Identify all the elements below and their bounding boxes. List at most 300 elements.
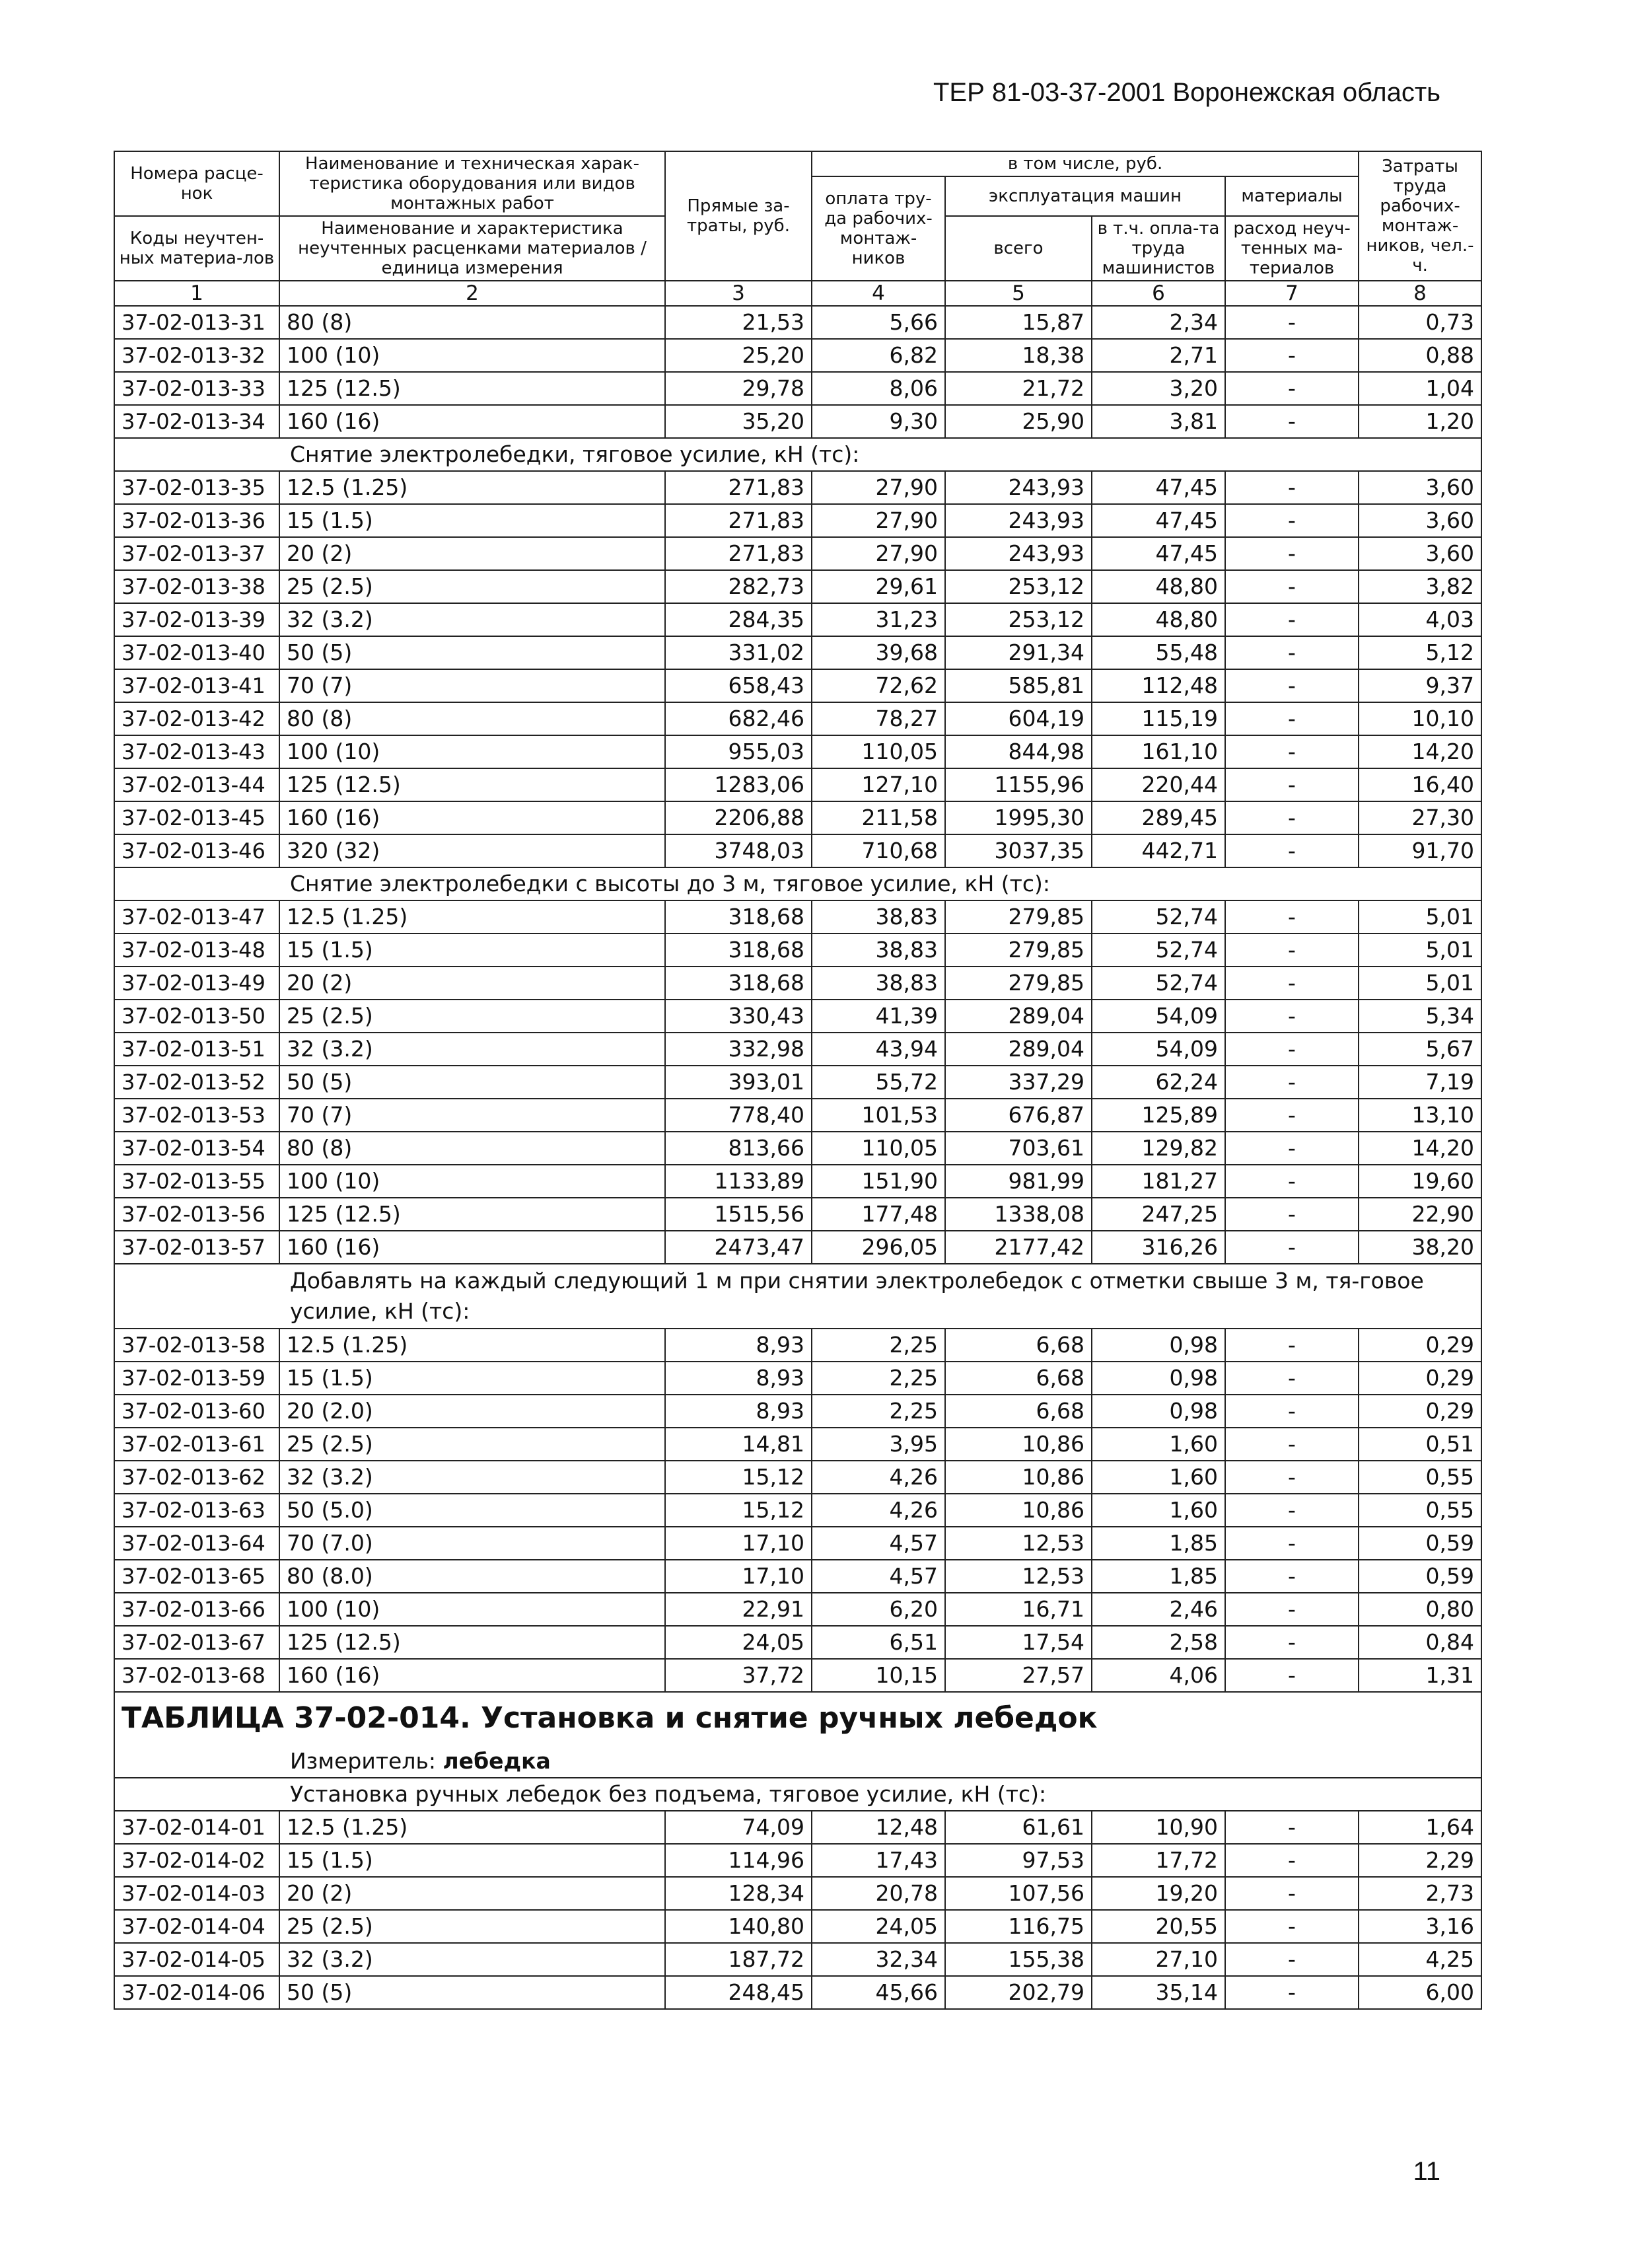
- direct-cost: 282,73: [665, 570, 812, 603]
- table-row: [114, 504, 1481, 537]
- machines-total: 253,12: [945, 570, 1092, 603]
- material-use: -: [1225, 1329, 1359, 1362]
- table-row: [114, 570, 1481, 603]
- rate-code: 37-02-013-55: [114, 1165, 279, 1198]
- wage-cost: 6,20: [812, 1593, 945, 1626]
- work-name: 70 (7): [279, 669, 665, 702]
- header-materials: материалы: [1225, 176, 1359, 216]
- machinist-wage: 0,98: [1092, 1362, 1225, 1395]
- header-direct-costs: Прямые за-траты, руб.: [665, 151, 812, 281]
- table-row: [114, 1000, 1481, 1033]
- work-name: 15 (1.5): [279, 1844, 665, 1877]
- material-use: -: [1225, 768, 1359, 801]
- machinist-wage: 52,74: [1092, 967, 1225, 1000]
- material-use: -: [1225, 636, 1359, 669]
- table-header: [114, 151, 1481, 306]
- document-header: ТЕР 81-03-37-2001 Воронежская область: [933, 78, 1440, 107]
- wage-cost: 20,78: [812, 1877, 945, 1910]
- work-name: 80 (8): [279, 306, 665, 339]
- labor-hours: 5,67: [1359, 1033, 1481, 1066]
- wage-cost: 12,48: [812, 1811, 945, 1844]
- direct-cost: 22,91: [665, 1593, 812, 1626]
- material-use: -: [1225, 1844, 1359, 1877]
- machines-total: 18,38: [945, 339, 1092, 372]
- machinist-wage: 10,90: [1092, 1811, 1225, 1844]
- material-use: -: [1225, 1593, 1359, 1626]
- machines-total: 844,98: [945, 735, 1092, 768]
- material-use: -: [1225, 339, 1359, 372]
- material-use: -: [1225, 1560, 1359, 1593]
- rate-code: 37-02-014-03: [114, 1877, 279, 1910]
- work-name: 12.5 (1.25): [279, 1329, 665, 1362]
- section-title: Снятие электролебедки, тяговое усилие, кН (тс):: [114, 438, 1481, 471]
- work-name: 80 (8): [279, 1132, 665, 1165]
- rate-code: 37-02-013-64: [114, 1527, 279, 1560]
- machines-total: 6,68: [945, 1395, 1092, 1428]
- direct-cost: 2473,47: [665, 1231, 812, 1264]
- work-name: 125 (12.5): [279, 1626, 665, 1659]
- machines-total: 279,85: [945, 900, 1092, 933]
- direct-cost: 14,81: [665, 1428, 812, 1461]
- rate-code: 37-02-014-06: [114, 1976, 279, 2009]
- material-use: -: [1225, 702, 1359, 735]
- work-name: 70 (7): [279, 1099, 665, 1132]
- table-row: [114, 537, 1481, 570]
- labor-hours: 91,70: [1359, 834, 1481, 867]
- wage-cost: 27,90: [812, 504, 945, 537]
- table-caption-text: ТАБЛИЦА 37-02-014. Установка и снятие ручных лебедок: [122, 1701, 1098, 1735]
- machinist-wage: 0,98: [1092, 1329, 1225, 1362]
- wage-cost: 2,25: [812, 1362, 945, 1395]
- wage-cost: 4,57: [812, 1527, 945, 1560]
- rate-code: 37-02-013-32: [114, 339, 279, 372]
- table-row: [114, 603, 1481, 636]
- work-name: 160 (16): [279, 1231, 665, 1264]
- machines-total: 243,93: [945, 504, 1092, 537]
- table-row: [114, 933, 1481, 967]
- labor-hours: 19,60: [1359, 1165, 1481, 1198]
- machinist-wage: 161,10: [1092, 735, 1225, 768]
- direct-cost: 187,72: [665, 1943, 812, 1976]
- wage-cost: 78,27: [812, 702, 945, 735]
- rate-code: 37-02-014-04: [114, 1910, 279, 1943]
- rate-code: 37-02-013-60: [114, 1395, 279, 1428]
- material-use: -: [1225, 570, 1359, 603]
- labor-hours: 9,37: [1359, 669, 1481, 702]
- rate-code: 37-02-013-61: [114, 1428, 279, 1461]
- wage-cost: 4,57: [812, 1560, 945, 1593]
- direct-cost: 332,98: [665, 1033, 812, 1066]
- direct-cost: 15,12: [665, 1461, 812, 1494]
- table-row: [114, 1593, 1481, 1626]
- section-1: [114, 438, 1481, 471]
- labor-hours: 1,20: [1359, 405, 1481, 438]
- machines-total: 253,12: [945, 603, 1092, 636]
- rate-code: 37-02-013-43: [114, 735, 279, 768]
- table-row: [114, 1066, 1481, 1099]
- table-row: [114, 768, 1481, 801]
- work-name: 160 (16): [279, 1659, 665, 1692]
- wage-cost: 38,83: [812, 900, 945, 933]
- work-name: 15 (1.5): [279, 933, 665, 967]
- labor-hours: 14,20: [1359, 735, 1481, 768]
- material-use: -: [1225, 967, 1359, 1000]
- column-number: 6: [1092, 281, 1225, 306]
- labor-hours: 0,29: [1359, 1395, 1481, 1428]
- machinist-wage: 48,80: [1092, 603, 1225, 636]
- rate-code: 37-02-013-39: [114, 603, 279, 636]
- machines-total: 3037,35: [945, 834, 1092, 867]
- material-use: -: [1225, 669, 1359, 702]
- wage-cost: 55,72: [812, 1066, 945, 1099]
- labor-hours: 0,84: [1359, 1626, 1481, 1659]
- direct-cost: 778,40: [665, 1099, 812, 1132]
- direct-cost: 2206,88: [665, 801, 812, 834]
- rows-block-4: [114, 1811, 1481, 2009]
- rate-code: 37-02-013-35: [114, 471, 279, 504]
- rate-code: 37-02-013-44: [114, 768, 279, 801]
- rate-code: 37-02-013-66: [114, 1593, 279, 1626]
- labor-hours: 5,01: [1359, 933, 1481, 967]
- work-name: 70 (7.0): [279, 1527, 665, 1560]
- direct-cost: 8,93: [665, 1395, 812, 1428]
- table-row: [114, 1362, 1481, 1395]
- section-3: [114, 1264, 1481, 1329]
- column-number: 3: [665, 281, 812, 306]
- machines-total: 202,79: [945, 1976, 1092, 2009]
- work-name: 50 (5): [279, 1976, 665, 2009]
- direct-cost: 128,34: [665, 1877, 812, 1910]
- machinist-wage: 129,82: [1092, 1132, 1225, 1165]
- labor-hours: 0,29: [1359, 1329, 1481, 1362]
- machinist-wage: 289,45: [1092, 801, 1225, 834]
- machinist-wage: 1,85: [1092, 1527, 1225, 1560]
- machines-total: 337,29: [945, 1066, 1092, 1099]
- machines-total: 291,34: [945, 636, 1092, 669]
- direct-cost: 37,72: [665, 1659, 812, 1692]
- labor-hours: 1,64: [1359, 1811, 1481, 1844]
- machines-total: 27,57: [945, 1659, 1092, 1692]
- rows-block-3: [114, 1329, 1481, 1692]
- rate-code: 37-02-013-45: [114, 801, 279, 834]
- labor-hours: 22,90: [1359, 1198, 1481, 1231]
- material-use: -: [1225, 1910, 1359, 1943]
- labor-hours: 7,19: [1359, 1066, 1481, 1099]
- table-row: [114, 1198, 1481, 1231]
- rate-code: 37-02-013-49: [114, 967, 279, 1000]
- section-title: Добавлять на каждый следующий 1 м при снятии электролебедок с отметки свыше 3 м, тя-говое усилие, кН (тс):: [114, 1264, 1481, 1329]
- rate-code: 37-02-014-02: [114, 1844, 279, 1877]
- machinist-wage: 247,25: [1092, 1198, 1225, 1231]
- machinist-wage: 316,26: [1092, 1231, 1225, 1264]
- rate-code: 37-02-013-59: [114, 1362, 279, 1395]
- work-name: 12.5 (1.25): [279, 471, 665, 504]
- machines-total: 12,53: [945, 1560, 1092, 1593]
- table-row: [114, 1910, 1481, 1943]
- rate-code: 37-02-013-38: [114, 570, 279, 603]
- machines-total: 16,71: [945, 1593, 1092, 1626]
- material-use: -: [1225, 1000, 1359, 1033]
- machines-total: 25,90: [945, 405, 1092, 438]
- machinist-wage: 220,44: [1092, 768, 1225, 801]
- rate-code: 37-02-013-40: [114, 636, 279, 669]
- machines-total: 6,68: [945, 1329, 1092, 1362]
- table-row: [114, 306, 1481, 339]
- machinist-wage: 181,27: [1092, 1165, 1225, 1198]
- table-row: [114, 1560, 1481, 1593]
- work-name: 100 (10): [279, 1165, 665, 1198]
- section-2: [114, 867, 1481, 900]
- machinist-wage: 48,80: [1092, 570, 1225, 603]
- table-row: [114, 1976, 1481, 2009]
- machines-total: 155,38: [945, 1943, 1092, 1976]
- material-use: -: [1225, 405, 1359, 438]
- table-row: [114, 669, 1481, 702]
- rate-code: 37-02-013-52: [114, 1066, 279, 1099]
- work-name: 100 (10): [279, 735, 665, 768]
- machines-total: 1155,96: [945, 768, 1092, 801]
- machinist-wage: 3,20: [1092, 372, 1225, 405]
- wage-cost: 38,83: [812, 933, 945, 967]
- table-row: [114, 967, 1481, 1000]
- labor-hours: 3,60: [1359, 471, 1481, 504]
- column-number: 2: [279, 281, 665, 306]
- work-name: 160 (16): [279, 801, 665, 834]
- direct-cost: 813,66: [665, 1132, 812, 1165]
- section-title: Снятие электролебедки с высоты до 3 м, тяговое усилие, кН (тс):: [114, 867, 1481, 900]
- table-row: [114, 1132, 1481, 1165]
- rate-code: 37-02-013-47: [114, 900, 279, 933]
- table-row: [114, 1099, 1481, 1132]
- wage-cost: 32,34: [812, 1943, 945, 1976]
- direct-cost: 140,80: [665, 1910, 812, 1943]
- machines-total: 21,72: [945, 372, 1092, 405]
- labor-hours: 1,04: [1359, 372, 1481, 405]
- work-name: 100 (10): [279, 339, 665, 372]
- column-number: 1: [114, 281, 279, 306]
- material-use: -: [1225, 801, 1359, 834]
- table-row: [114, 636, 1481, 669]
- wage-cost: 29,61: [812, 570, 945, 603]
- rate-code: 37-02-013-67: [114, 1626, 279, 1659]
- header-codes: Коды неучтен-ных материа-лов: [114, 216, 279, 281]
- machines-total: 17,54: [945, 1626, 1092, 1659]
- machinist-wage: 47,45: [1092, 537, 1225, 570]
- work-name: 32 (3.2): [279, 1943, 665, 1976]
- work-name: 125 (12.5): [279, 768, 665, 801]
- direct-cost: 8,93: [665, 1362, 812, 1395]
- wage-cost: 9,30: [812, 405, 945, 438]
- work-name: 320 (32): [279, 834, 665, 867]
- work-name: 125 (12.5): [279, 1198, 665, 1231]
- machines-total: 10,86: [945, 1494, 1092, 1527]
- labor-hours: 5,12: [1359, 636, 1481, 669]
- table-row: [114, 1527, 1481, 1560]
- table-row: [114, 471, 1481, 504]
- section-title: Установка ручных лебедок без подъема, тяговое усилие, кН (тс):: [114, 1778, 1481, 1811]
- direct-cost: 1133,89: [665, 1165, 812, 1198]
- machinist-wage: 54,09: [1092, 1000, 1225, 1033]
- machines-total: 6,68: [945, 1362, 1092, 1395]
- machines-total: 15,87: [945, 306, 1092, 339]
- direct-cost: 271,83: [665, 537, 812, 570]
- direct-cost: 393,01: [665, 1066, 812, 1099]
- rate-code: 37-02-013-34: [114, 405, 279, 438]
- rate-code: 37-02-013-68: [114, 1659, 279, 1692]
- table-row: [114, 405, 1481, 438]
- material-use: -: [1225, 471, 1359, 504]
- work-name: 25 (2.5): [279, 570, 665, 603]
- section-4: [114, 1778, 1481, 1811]
- machines-total: 1995,30: [945, 801, 1092, 834]
- work-name: 80 (8): [279, 702, 665, 735]
- material-use: -: [1225, 1943, 1359, 1976]
- direct-cost: 17,10: [665, 1560, 812, 1593]
- material-use: -: [1225, 1461, 1359, 1494]
- work-name: 20 (2.0): [279, 1395, 665, 1428]
- wage-cost: 710,68: [812, 834, 945, 867]
- wage-cost: 8,06: [812, 372, 945, 405]
- direct-cost: 248,45: [665, 1976, 812, 2009]
- table-row: [114, 1494, 1481, 1527]
- machinist-wage: 1,60: [1092, 1494, 1225, 1527]
- measure-label: Измеритель:: [290, 1748, 437, 1774]
- wage-cost: 39,68: [812, 636, 945, 669]
- machinist-wage: 1,60: [1092, 1461, 1225, 1494]
- direct-cost: 25,20: [665, 339, 812, 372]
- machinist-wage: 112,48: [1092, 669, 1225, 702]
- wage-cost: 177,48: [812, 1198, 945, 1231]
- direct-cost: 29,78: [665, 372, 812, 405]
- machines-total: 243,93: [945, 537, 1092, 570]
- machinist-wage: 27,10: [1092, 1943, 1225, 1976]
- direct-cost: 331,02: [665, 636, 812, 669]
- labor-hours: 0,55: [1359, 1461, 1481, 1494]
- material-use: -: [1225, 1527, 1359, 1560]
- rate-code: 37-02-013-58: [114, 1329, 279, 1362]
- material-use: -: [1225, 834, 1359, 867]
- labor-hours: 0,80: [1359, 1593, 1481, 1626]
- header-labor: Затраты труда рабочих-монтаж-ников, чел.-ч.: [1359, 151, 1481, 281]
- wage-cost: 6,51: [812, 1626, 945, 1659]
- labor-hours: 4,03: [1359, 603, 1481, 636]
- table-row: [114, 900, 1481, 933]
- labor-hours: 0,88: [1359, 339, 1481, 372]
- work-name: 25 (2.5): [279, 1000, 665, 1033]
- work-name: 20 (2): [279, 967, 665, 1000]
- wage-cost: 5,66: [812, 306, 945, 339]
- wage-cost: 31,23: [812, 603, 945, 636]
- direct-cost: 74,09: [665, 1811, 812, 1844]
- labor-hours: 16,40: [1359, 768, 1481, 801]
- rate-code: 37-02-013-41: [114, 669, 279, 702]
- machinist-wage: 19,20: [1092, 1877, 1225, 1910]
- wage-cost: 43,94: [812, 1033, 945, 1066]
- material-use: -: [1225, 1976, 1359, 2009]
- material-use: -: [1225, 1811, 1359, 1844]
- labor-hours: 0,59: [1359, 1527, 1481, 1560]
- table-row: [114, 1428, 1481, 1461]
- header-machines-total: всего: [945, 216, 1092, 281]
- wage-cost: 110,05: [812, 735, 945, 768]
- rows-block-0: [114, 306, 1481, 438]
- machines-total: 279,85: [945, 967, 1092, 1000]
- machines-total: 10,86: [945, 1461, 1092, 1494]
- wage-cost: 296,05: [812, 1231, 945, 1264]
- machinist-wage: 3,81: [1092, 405, 1225, 438]
- column-number: 8: [1359, 281, 1481, 306]
- material-use: -: [1225, 1428, 1359, 1461]
- rate-code: 37-02-013-65: [114, 1560, 279, 1593]
- header-machines: эксплуатация машин: [945, 176, 1225, 216]
- table-row: [114, 834, 1481, 867]
- measure-row: [114, 1745, 1481, 1778]
- labor-hours: 4,25: [1359, 1943, 1481, 1976]
- wage-cost: 10,15: [812, 1659, 945, 1692]
- machines-total: 289,04: [945, 1033, 1092, 1066]
- material-use: -: [1225, 933, 1359, 967]
- rate-code: 37-02-013-33: [114, 372, 279, 405]
- direct-cost: 658,43: [665, 669, 812, 702]
- labor-hours: 10,10: [1359, 702, 1481, 735]
- direct-cost: 1515,56: [665, 1198, 812, 1231]
- direct-cost: 17,10: [665, 1527, 812, 1560]
- wage-cost: 3,95: [812, 1428, 945, 1461]
- material-use: -: [1225, 900, 1359, 933]
- material-use: -: [1225, 1198, 1359, 1231]
- labor-hours: 2,73: [1359, 1877, 1481, 1910]
- material-use: -: [1225, 1494, 1359, 1527]
- machines-total: 981,99: [945, 1165, 1092, 1198]
- direct-cost: 682,46: [665, 702, 812, 735]
- machines-total: 703,61: [945, 1132, 1092, 1165]
- machines-total: 604,19: [945, 702, 1092, 735]
- work-name: 50 (5): [279, 1066, 665, 1099]
- rate-code: 37-02-013-37: [114, 537, 279, 570]
- labor-hours: 14,20: [1359, 1132, 1481, 1165]
- direct-cost: 24,05: [665, 1626, 812, 1659]
- header-rate-numbers: Номера расце-нок: [114, 151, 279, 216]
- labor-hours: 0,59: [1359, 1560, 1481, 1593]
- work-name: 25 (2.5): [279, 1428, 665, 1461]
- direct-cost: 330,43: [665, 1000, 812, 1033]
- rows-block-2: [114, 900, 1481, 1264]
- wage-cost: 72,62: [812, 669, 945, 702]
- machines-total: 676,87: [945, 1099, 1092, 1132]
- table-row: [114, 1943, 1481, 1976]
- machinist-wage: 35,14: [1092, 1976, 1225, 2009]
- rate-code: 37-02-013-57: [114, 1231, 279, 1264]
- column-number: 7: [1225, 281, 1359, 306]
- material-use: -: [1225, 1066, 1359, 1099]
- labor-hours: 6,00: [1359, 1976, 1481, 2009]
- material-use: -: [1225, 735, 1359, 768]
- machinist-wage: 4,06: [1092, 1659, 1225, 1692]
- machines-total: 12,53: [945, 1527, 1092, 1560]
- labor-hours: 2,29: [1359, 1844, 1481, 1877]
- machines-total: 107,56: [945, 1877, 1092, 1910]
- machinist-wage: 2,58: [1092, 1626, 1225, 1659]
- machines-total: 97,53: [945, 1844, 1092, 1877]
- labor-hours: 0,51: [1359, 1428, 1481, 1461]
- wage-cost: 41,39: [812, 1000, 945, 1033]
- labor-hours: 5,01: [1359, 900, 1481, 933]
- machinist-wage: 2,46: [1092, 1593, 1225, 1626]
- wage-cost: 38,83: [812, 967, 945, 1000]
- machinist-wage: 1,60: [1092, 1428, 1225, 1461]
- machines-total: 2177,42: [945, 1231, 1092, 1264]
- wage-cost: 45,66: [812, 1976, 945, 2009]
